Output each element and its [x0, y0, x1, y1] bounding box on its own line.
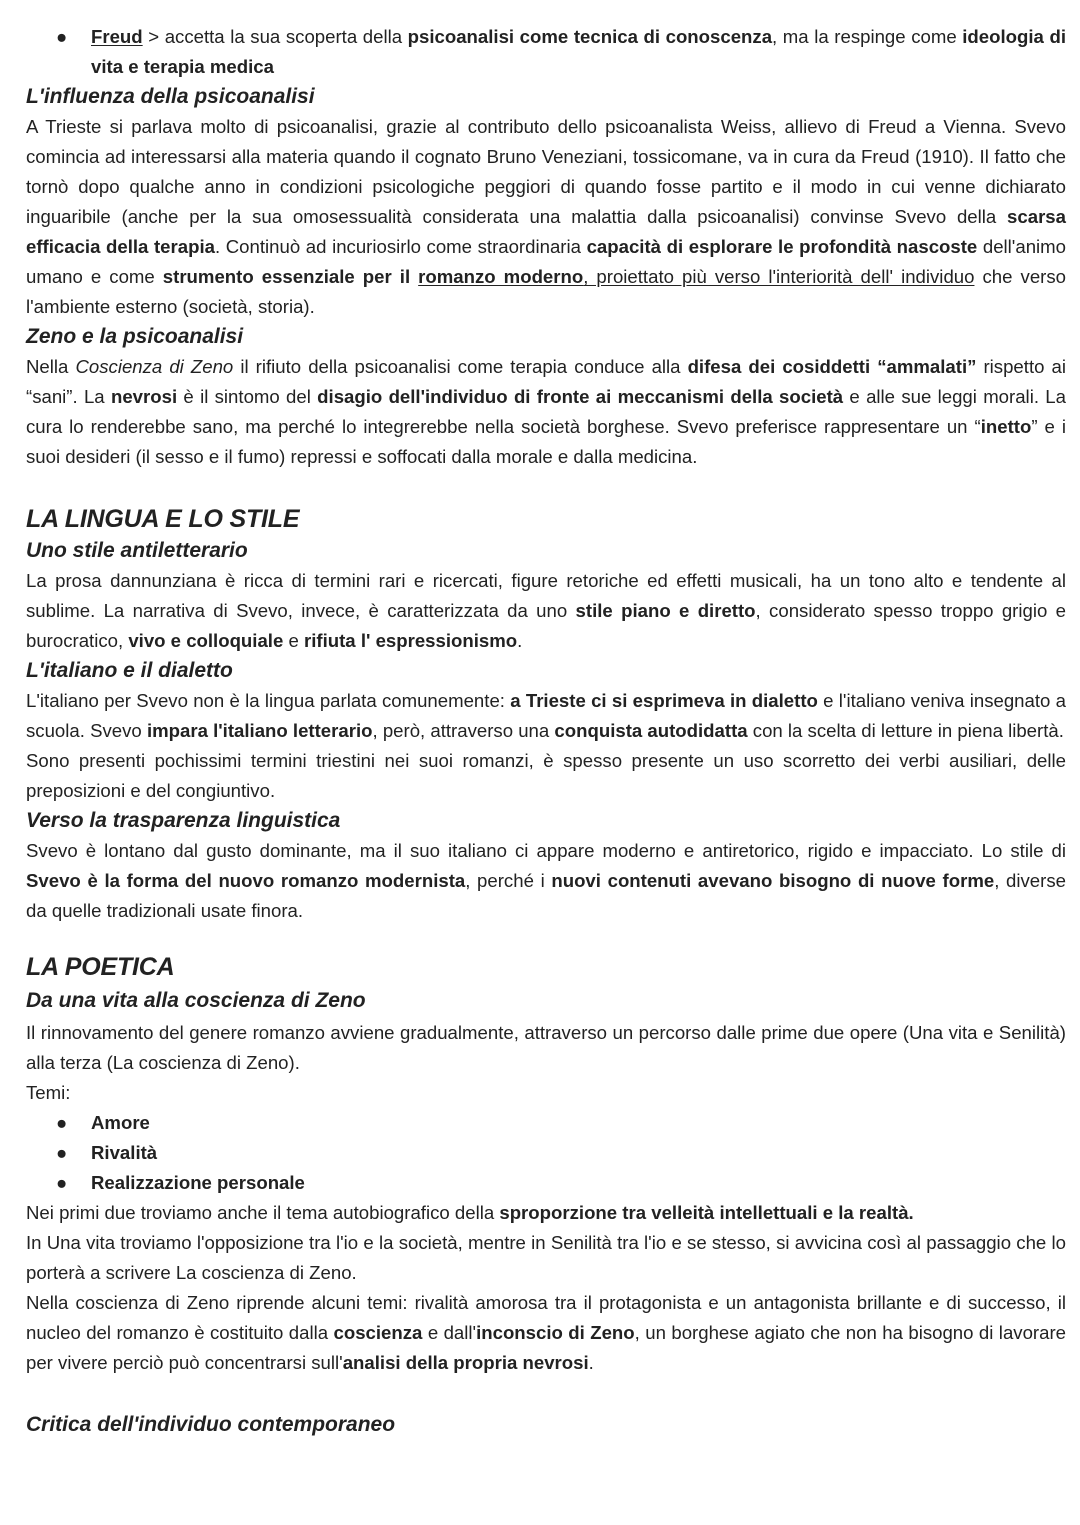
poetica-heading: LA POETICA [26, 953, 175, 981]
critica-title: Critica dell'individuo contemporaneo [26, 1413, 396, 1436]
bullet-icon: ● [56, 1142, 68, 1163]
poetica-paragraph-2: Nei primi due troviamo anche il tema autobiografico della sproporzione tra velleità intellettuali e la realtà. [26, 1202, 914, 1223]
document-content [26, 22, 1066, 1442]
poetica-paragraph-3: In Una vita troviamo l'opposizione tra l'io e la società, mentre in Senilità tra l'io e se stesso, si avvicina così al passaggio che lo porterà a scrivere La coscienza di Zeno. [26, 1232, 1066, 1283]
temi-label: Temi: [26, 1082, 71, 1103]
zeno-psicoanalisi-paragraph: Nella Coscienza di Zeno il rifiuto della psicoanalisi come terapia conduce alla difesa dei cosiddetti “ammalati” rispetto ai “sani”. La nevrosi è il sintomo del disagio dell'individuo di fronte ai meccanismi della società e alle sue leggi morali. La cura lo renderebbe sano, ma perché lo integrerebbe nella società borghese. Svevo preferisce rappresentare un “inetto” e i suoi desideri (il sesso e il fumo) repressi e soffocati dalla morale e dalla medicina. [26, 356, 1066, 467]
poetica-paragraph-1: Il rinnovamento del genere romanzo avviene gradualmente, attraverso un percorso dalle prime due opere (Una vita e Senilità) alla terza (La coscienza di Zeno). [26, 1022, 1066, 1073]
dialetto-title: L'italiano e il dialetto [26, 659, 233, 682]
freud-name: Freud [91, 26, 143, 47]
poetica-paragraph-4: Nella coscienza di Zeno riprende alcuni temi: rivalità amorosa tra il protagonista e un antagonista brillante e di successo, il nucleo del romanzo è costituito dalla coscienza e dall'inconscio di Zeno, un borghese agiato che non ha bisogno di lavorare per vivere perciò può concentrarsi sull'analisi della propria nevrosi. [26, 1292, 1066, 1373]
trasparenza-paragraph: Svevo è lontano dal gusto dominante, ma il suo italiano ci appare moderno e antiretorico, rigido e impacciato. Lo stile di Svevo è la forma del nuovo romanzo modernista, perché i nuovi contenuti avevano bisogno di nuove forme, diverse da quelle tradizionali usate finora. [26, 840, 1066, 921]
antiletterario-paragraph: La prosa dannunziana è ricca di termini rari e ricercati, figure retoriche ed effetti musicali, ha un tono alto e tendente al sublime. La narrativa di Svevo, invece, è caratterizzata da uno stile piano e diretto, considerato spesso troppo grigio e burocratico, vivo e colloquiale e rifiuta l' espressionismo. [26, 570, 1066, 651]
influenza-title: L'influenza della psicoanalisi [26, 85, 315, 108]
tema-item: ● Realizzazione personale [26, 1168, 1066, 1198]
zeno-psicoanalisi-title: Zeno e la psicoanalisi [26, 325, 244, 348]
bullet-icon: ● [56, 26, 68, 47]
tema-item: ● Rivalità [26, 1138, 1066, 1168]
dialetto-paragraph: L'italiano per Svevo non è la lingua parlata comunemente: a Trieste ci si esprimeva in dialetto e l'italiano veniva insegnato a scuola. Svevo impara l'italiano letterario, però, attraverso una conquista autodidatta con la scelta di letture in piena libertà. [26, 690, 1066, 741]
bullet-icon: ● [56, 1112, 68, 1133]
freud-bullet-item: ● Freud > accetta la sua scoperta della psicoanalisi come tecnica di conoscenza, ma la respinge come ideologia di vita e terapia medica [26, 22, 1066, 82]
trasparenza-title: Verso la trasparenza linguistica [26, 809, 341, 832]
dialetto-paragraph-2: Sono presenti pochissimi termini triestini nei suoi romanzi, è spesso presente un uso scorretto dei verbi ausiliari, delle preposizioni e del congiuntivo. [26, 750, 1066, 801]
influenza-paragraph: A Trieste si parlava molto di psicoanalisi, grazie al contributo dello psicoanalista Weiss, allievo di Freud a Vienna. Svevo comincia ad interessarsi alla materia quando il cognato Bruno Veneziani, tossicomane, va in cura da Freud (1910). Il fatto che tornò dopo qualche anno in condizioni psicologiche peggiori di quando fosse partito e il modo in cui venne dichiarato inguaribile (anche per la sua omosessualità considerata una malattia dalla psicoanalisi) convinse Svevo della scarsa efficacia della terapia. Continuò ad incuriosirlo come straordinaria capacità di esplorare le profondità nascoste dell'animo umano e come strumento essenziale per il romanzo moderno, proiettato più verso l'interiorità dell' individuo che verso l'ambiente esterno (società, storia). [26, 116, 1067, 317]
vita-coscienza-title: Da una vita alla coscienza di Zeno [26, 989, 366, 1012]
tema-item: ● Amore [26, 1108, 1066, 1138]
lingua-stile-heading: LA LINGUA E LO STILE [26, 505, 300, 533]
bullet-icon: ● [56, 1172, 68, 1193]
antiletterario-title: Uno stile antiletterario [26, 539, 248, 562]
